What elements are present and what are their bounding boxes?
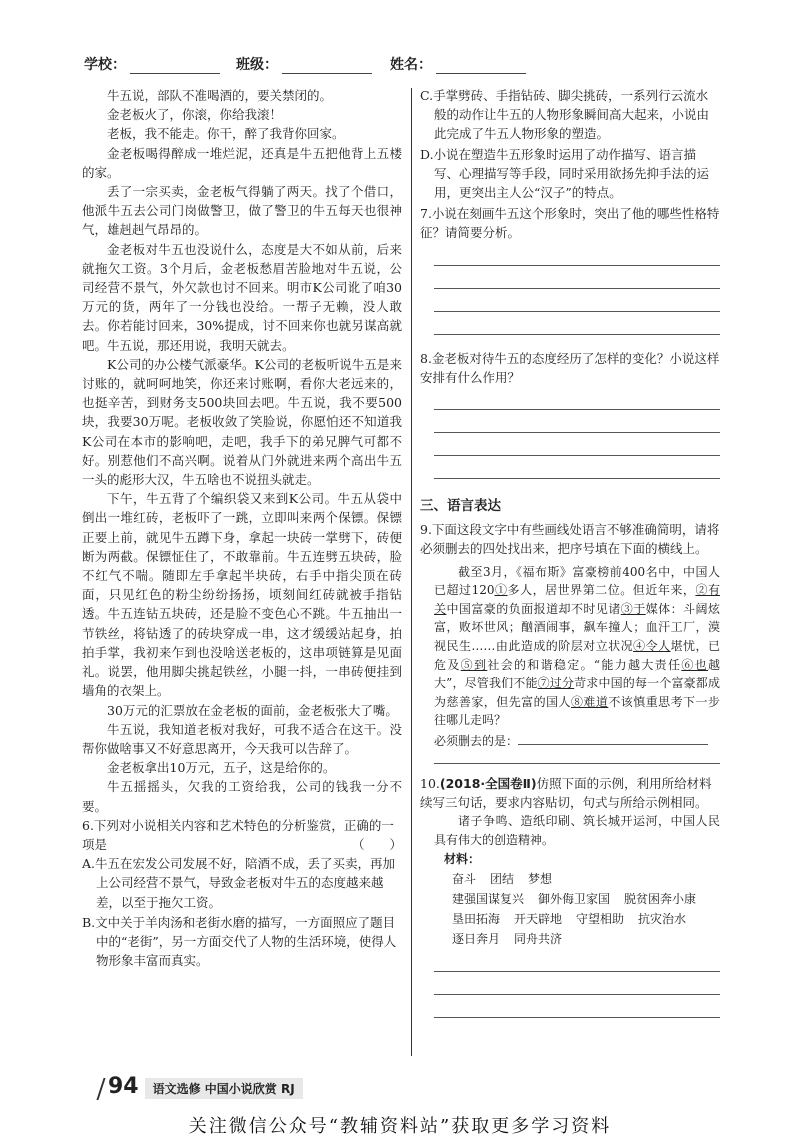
answer-line[interactable] bbox=[434, 432, 720, 433]
materials-row: 逐日奔月 同舟共济 bbox=[452, 932, 563, 947]
source-tag: (2018·全国卷Ⅱ) bbox=[439, 775, 537, 791]
question-6 bbox=[82, 816, 402, 854]
story-paragraph: 30万元的汇票放在金老板的面前，金老板张大了嘴。 bbox=[107, 702, 398, 718]
option-a[interactable]: A.牛五在宏发公司发展不好，陪酒不成，丢了买卖，再加上公司经营不景气，导致金老板对牛五的态度越来越差，以至于拖欠工资。 bbox=[82, 856, 396, 910]
option-d[interactable]: D.小说在塑造牛五形象时运用了动作描写、语言描写、心理描写等手段，同时采用欲扬先抑手法的运用，更突出主人公“汉子”的特点。 bbox=[420, 146, 710, 201]
handwritten-note: 关注微信公众号“教辅资料站”获取更多学习资料 bbox=[188, 1116, 612, 1137]
answer-line[interactable] bbox=[434, 455, 720, 456]
materials-row: 奋斗 团结 梦想 bbox=[452, 872, 553, 887]
story-paragraph: 下午，牛五背了个编织袋又来到K公司。牛五从袋中倒出一堆红砖，老板吓了一跳，立即叫来两个保镖。保镖正要上前，就见牛五蹲下身，拿起一块砖一掌劈下，砖便断为两截。保镖怔住了，不敢靠前。牛五连劈五块砖，脸不红气不喘。随即左手拿起半块砖，右手中指尖顶在砖面，只见红色的粉尘纷纷扬扬，顷刻间红砖就被手指钻透。牛五连钻五块砖，还是脸不变色心不跳。牛五抽出一节铁丝，将钻透了的砖块穿成一串，这才缓缓站起身，拍拍手掌，我初来乍到也没啥送老板的，这串项链算是见面礼。说罢，他用脚尖挑起铁丝，小腿一抖，一串砖便挂到墙角的衣架上。 bbox=[82, 491, 402, 699]
marked-phrase-8: ⑧难道 bbox=[570, 694, 609, 709]
marked-phrase-1: ① bbox=[494, 583, 508, 598]
answer-line[interactable] bbox=[434, 763, 720, 764]
story-paragraph: 金老板火了，你滚，你给我滚！ bbox=[107, 107, 283, 123]
answer-line[interactable] bbox=[434, 478, 720, 479]
question-9: 9.下面这段文字中有些画线处语言不够准确简明，请将必须删去的四处找出来，把序号填在下面的横线上。 bbox=[420, 522, 720, 557]
answer-line[interactable] bbox=[434, 311, 720, 312]
answer-line[interactable] bbox=[434, 994, 720, 995]
marked-phrase-7: ⑦过分 bbox=[537, 676, 575, 691]
class-field[interactable]: 班级： bbox=[236, 54, 372, 74]
marked-phrase-6: ⑥也 bbox=[681, 657, 708, 672]
school-blank[interactable] bbox=[130, 59, 220, 74]
page-number: 94 bbox=[108, 1074, 139, 1099]
answer-row-9: 必须删去的是： bbox=[434, 732, 720, 751]
answer-paren[interactable]: （ ） bbox=[351, 836, 402, 852]
book-caption: 语文选修 中国小说欣赏 RJ bbox=[145, 1078, 303, 1099]
name-field[interactable]: 姓名： bbox=[390, 54, 526, 74]
option-b[interactable]: B.文中关于羊肉汤和老街水磨的描写，一方面照应了题目中的“老街”，另一方面交代了人物的生活环境，使得人物形象丰富而真实。 bbox=[82, 914, 397, 969]
column-divider bbox=[411, 88, 412, 1056]
question-7: 7.小说在刻画牛五这个形象时，突出了他的哪些性格特征？请简要分析。 bbox=[420, 206, 720, 241]
story-paragraph: 金老板对牛五也没说什么，态度是大不如从前，后来就拖欠工资。3个月后，金老板愁眉苦脸地对牛五说，公司经营不景气，外欠款也讨不回来。明市K公司讹了咱30万元的货，两年了一分钱也没给。一帮子无赖，没人敢去。你若能讨回来，30%提成，讨不回来你也就另谋高就吧。牛五说，那还用说，我明天就去。 bbox=[82, 241, 402, 353]
answer-blank[interactable] bbox=[518, 732, 708, 745]
answer-line[interactable] bbox=[434, 409, 720, 410]
slash-mark bbox=[96, 1078, 105, 1100]
answer-line[interactable] bbox=[434, 1017, 720, 1018]
left-column bbox=[82, 86, 402, 971]
answer-line[interactable] bbox=[434, 265, 720, 266]
example-sentence: 诸子争鸣、造纸印刷、筑长城开运河，中国人民具有伟大的创造精神。 bbox=[434, 813, 720, 847]
student-info-header bbox=[0, 40, 800, 80]
answer-line[interactable] bbox=[434, 971, 720, 972]
marked-phrase-3: ③于 bbox=[620, 601, 646, 616]
story-paragraph: 牛五说，我知道老板对我好，可我不适合在这干。没帮你做啥事又不好意思离开，今天我可以告辞了。 bbox=[82, 721, 402, 756]
story-paragraph: 牛五说，部队不准喝酒的，要关禁闭的。 bbox=[107, 88, 333, 103]
page-footer bbox=[100, 1074, 303, 1100]
question-6-stem: 6.下列对小说相关内容和艺术特色的分析鉴赏，正确的一项是 bbox=[82, 817, 394, 852]
class-blank[interactable] bbox=[282, 59, 372, 74]
marked-phrase-4: ④令人 bbox=[633, 639, 671, 654]
materials: 材料： 奋斗 团结 梦想 建强国谋复兴 御外侮卫家国 脱贫困奔小康 垦田拓海 开天辟地 守望相助 抗灾治水 逐日奔月 同舟共济 bbox=[434, 849, 720, 949]
materials-row: 建强国谋复兴 御外侮卫家国 脱贫困奔小康 bbox=[452, 892, 697, 907]
story-paragraph: 金老板拿出10万元，五子，这是给你的。 bbox=[107, 760, 336, 776]
section-heading: 三、语言表达 bbox=[420, 498, 501, 515]
materials-row: 垦田拓海 开天辟地 守望相助 抗灾治水 bbox=[452, 912, 687, 927]
marked-phrase-5: ⑤到 bbox=[460, 657, 488, 672]
school-field[interactable]: 学校： bbox=[84, 54, 220, 74]
option-c[interactable]: C.手掌劈砖、手指钻砖、脚尖挑砖，一系列行云流水般的动作让牛五的人物形象瞬间高大起来，小说由此完成了牛五人物形象的塑造。 bbox=[420, 88, 710, 142]
story-paragraph: 牛五摇摇头，欠我的工资给我，公司的钱我一分不要。 bbox=[82, 779, 402, 814]
story-paragraph: 丢了一宗买卖，金老板气得躺了两天。找了个借口，他派牛五去公司门岗做警卫，做了警卫的牛五每天也很神气，雄赳赳气昂昂的。 bbox=[82, 184, 402, 238]
passage-9: 截至3月，《福布斯》富豪榜前400名中，中国人已超过120①多人，居世界第二位。但近年来，②有关中国富豪的负面报道却不时见诸③于媒体：斗阔炫富，败坏世风；酗酒闹事，飙车撞人；血汗工厂，漠视民生……由此造成的阶层对立状况④令人堪忧，已危及⑤到社会的和谐稳定。“能力越大责任⑥也越大”，尽管我们不能⑦过分苛求中国的每一个富豪都成为慈善家，但先富的国人⑧难道不该慎重思考下一步往哪儿走吗？ 必须删去的是： bbox=[434, 563, 720, 751]
name-blank[interactable] bbox=[436, 59, 526, 74]
story-paragraph: 金老板喝得醉成一堆烂泥，还真是牛五把他背上五楼的家。 bbox=[82, 145, 402, 180]
question-8: 8.金老板对待牛五的态度经历了怎样的变化？小说这样安排有什么作用？ bbox=[420, 350, 720, 385]
answer-line[interactable] bbox=[434, 334, 720, 335]
marked-phrase-2: ②有关 bbox=[434, 583, 720, 616]
right-column bbox=[420, 86, 720, 1018]
question-10: 10.(2018·全国卷Ⅱ)仿照下面的示例，利用所给材料续写三句话，要求内容贴切，句式与所给示例相同。 bbox=[420, 775, 712, 810]
answer-line[interactable] bbox=[434, 288, 720, 289]
story-paragraph: K公司的办公楼气派豪华。K公司的老板听说牛五是来讨账的，就呵呵地笑，你还来讨账啊，看你大老远来的，也挺辛苦，到财务支500块回去吧。牛五说，我不要500块，我要30万呢。老板收敛了笑脸说，你愿怕还不知道我K公司在本市的影响吧，走吧，我手下的弟兄脾气可都不好。别惹他们不高兴啊。说着从门外就进来两个高出牛五一头的彪形大汉，牛五啥也不说扭头就走。 bbox=[82, 356, 402, 488]
story-paragraph: 老板，我不能走。你干，醉了我背你回家。 bbox=[107, 126, 345, 142]
